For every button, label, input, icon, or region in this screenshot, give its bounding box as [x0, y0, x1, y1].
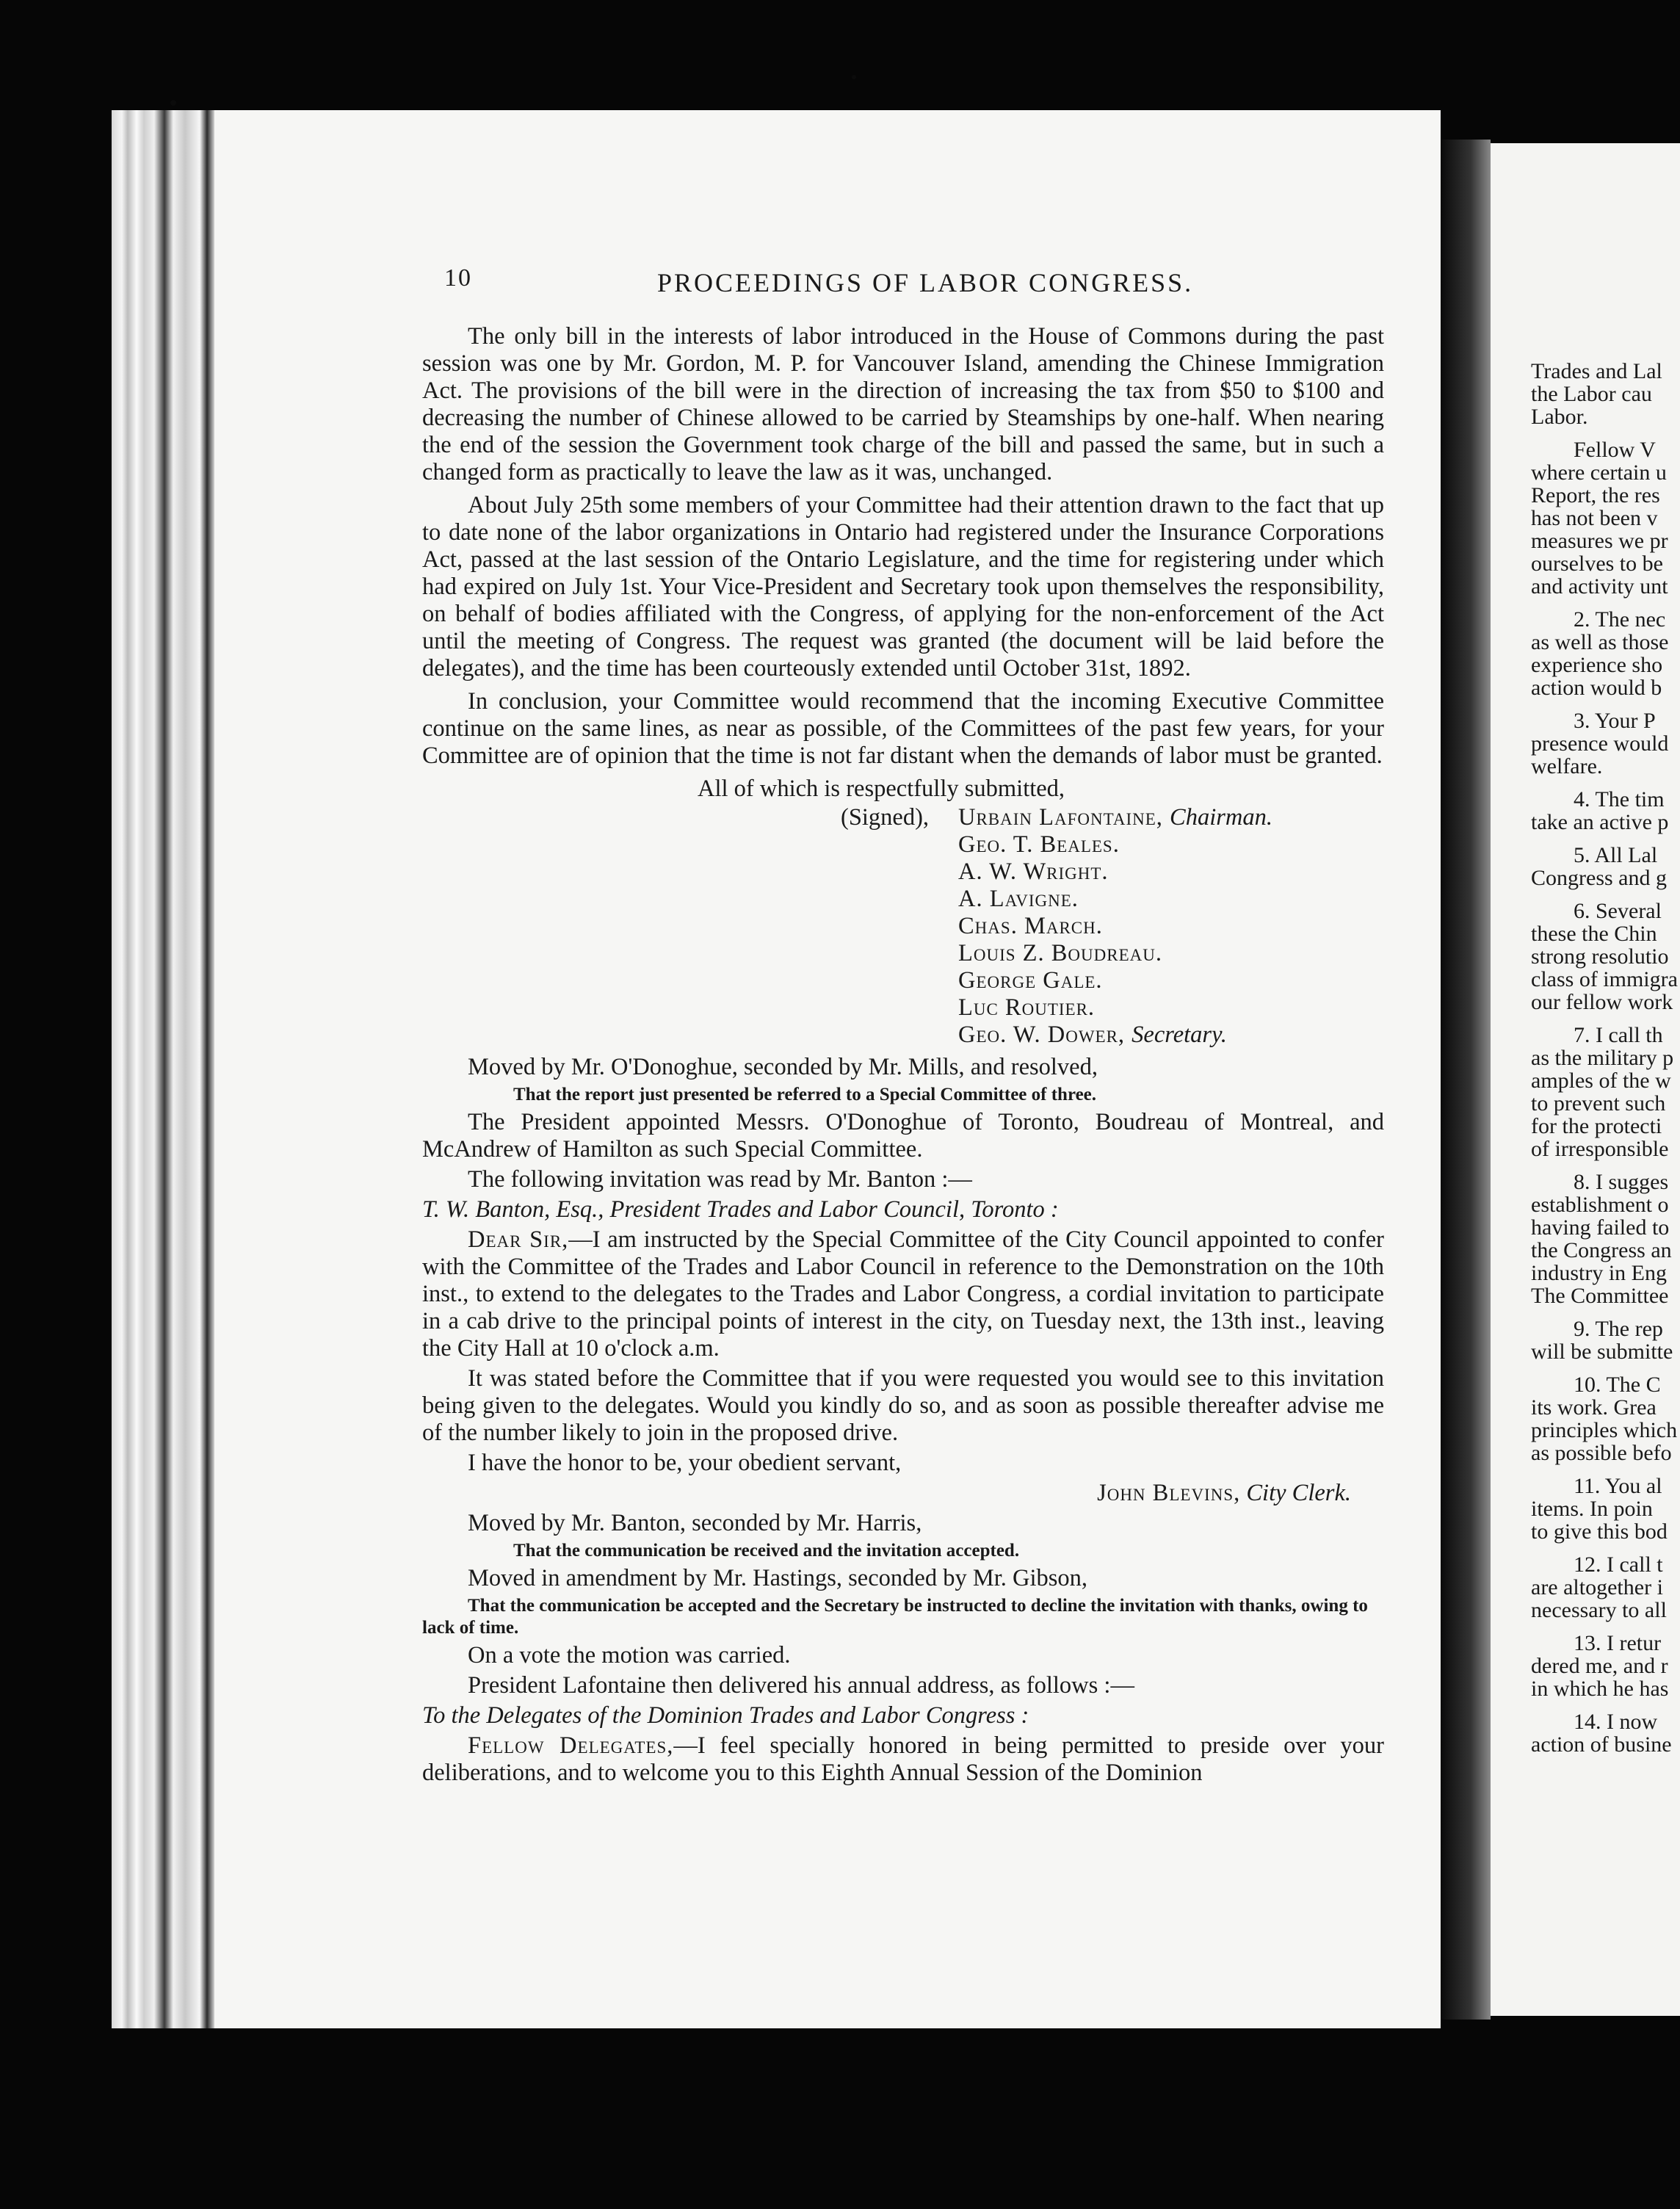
closing-line: All of which is respectfully submitted, — [698, 776, 1065, 802]
right-page-line: items. In poin — [1531, 1497, 1653, 1521]
right-page-gap — [1531, 1307, 1680, 1317]
signatory: Luc Routier. — [958, 994, 1096, 1021]
signed-label: (Signed), — [841, 804, 930, 831]
right-page-line: to prevent such — [1531, 1091, 1666, 1116]
right-page-line: principles which — [1531, 1418, 1678, 1442]
right-page-line: will be submitte — [1531, 1340, 1673, 1364]
right-page-line: 13. I retur — [1574, 1631, 1662, 1655]
right-page-gap — [1531, 778, 1680, 788]
address-paragraph-1: Fellow Delegates,—I feel specially honored in being permitted to preside over your deliberations, and to welcome you to this Eighth Annual Session of the Dominion — [422, 1732, 1384, 1786]
right-page-line: the Labor cau — [1531, 382, 1652, 406]
right-page-line: and activity unt — [1531, 574, 1668, 599]
right-page-line: Congress and g — [1531, 866, 1667, 890]
right-page-line: experience sho — [1531, 653, 1663, 677]
letter-addressee: T. W. Banton, Esq., President Trades and Labor Council, Toronto : — [422, 1196, 1059, 1223]
right-page-line: in which he has — [1531, 1677, 1669, 1701]
signature-block — [422, 804, 1384, 1054]
right-page — [1491, 143, 1680, 2016]
right-page-line: for the protecti — [1531, 1114, 1662, 1138]
right-page-gap — [1531, 889, 1680, 900]
right-page-gap — [1531, 699, 1680, 709]
right-page-line: to give this bod — [1531, 1519, 1668, 1544]
amendment-hastings: Moved in amendment by Mr. Hastings, seconded by Mr. Gibson, — [468, 1565, 1088, 1591]
right-page-line: establishment o — [1531, 1193, 1669, 1217]
right-page-line: 14. I now — [1574, 1710, 1658, 1734]
right-page-gap — [1531, 1160, 1680, 1171]
right-page-line: welfare. — [1531, 754, 1603, 778]
right-page-line: 7. I call th — [1574, 1023, 1663, 1047]
page-body — [422, 323, 1384, 1790]
right-page-line: take an active p — [1531, 810, 1669, 834]
right-page-line: having failed to — [1531, 1215, 1670, 1240]
right-page-line: 6. Several — [1574, 899, 1662, 923]
right-page-gap — [1531, 1363, 1680, 1373]
paragraph-chinese-immigration: The only bill in the interests of labor introduced in the House of Commons during the past session was one by Mr. Gordon, M. P. for Vancouver Island, amending the Chinese Immigration Act. The provisions of the bill were in the direction of increasing the tax from $50 to $100 and decreasing the number of Chinese allowed to be carried by Steamships by one-half. When nearing the end of the session the Government took charge of the bill and passed the same, but in such a changed form as practically to leave the law as it was, unchanged. — [422, 323, 1384, 485]
signatory: Geo. W. Dower, Secretary. — [958, 1022, 1227, 1048]
motion-banton: Moved by Mr. Banton, seconded by Mr. Harris, — [468, 1510, 922, 1536]
right-page-gap — [1531, 1700, 1680, 1710]
right-page-line: ourselves to be — [1531, 552, 1663, 576]
signatory: George Gale. — [958, 967, 1103, 994]
signatory: A. Lavigne. — [958, 886, 1079, 912]
right-page-line: Fellow V — [1574, 438, 1656, 462]
right-page-line: measures we pr — [1531, 529, 1668, 553]
right-page-line: necessary to all — [1531, 1598, 1667, 1622]
motion-odonoghue: Moved by Mr. O'Donoghue, seconded by Mr. Mills, and resolved, — [468, 1054, 1098, 1080]
right-page-line: dered me, and r — [1531, 1654, 1668, 1678]
right-page-line: action would b — [1531, 676, 1662, 700]
page-number: 10 — [444, 264, 472, 292]
right-page-line: as possible befo — [1531, 1441, 1672, 1465]
right-page-line: amples of the w — [1531, 1069, 1671, 1093]
signatory: Louis Z. Boudreau. — [958, 940, 1162, 966]
right-page-gap — [1531, 428, 1680, 438]
right-page-line: 2. The nec — [1574, 607, 1666, 632]
right-page-line: industry in Eng — [1531, 1261, 1667, 1285]
letter-paragraph-1: Dear Sir,—I am instructed by the Special Committee of the City Council appointed to confer with the Committee of the Trades and Labor Council in reference to the Demonstration on the 10th inst., to extend to the delegates to the Trades and Labor Congress, a cordial invitation to participate in a cab drive to the principal points of interest in the city, on Tuesday next, the 13th inst., leaving the City Hall at 10 o'clock a.m. — [422, 1226, 1384, 1362]
right-page-line: strong resolutio — [1531, 944, 1669, 969]
letter-closing: I have the honor to be, your obedient servant, — [468, 1450, 902, 1476]
resolution-decline: That the communication be accepted and the Secretary be instructed to decline the invitation with thanks, owing to lack of time. — [422, 1596, 1368, 1638]
resolution-special-committee: That the report just presented be referred to a Special Committee of three. — [513, 1085, 1097, 1104]
signatory: Urbain Lafontaine, Chairman. — [958, 804, 1272, 831]
right-page-line: 5. All Lal — [1574, 843, 1658, 867]
right-page-line: 10. The C — [1574, 1373, 1661, 1397]
running-title: PROCEEDINGS OF LABOR CONGRESS. — [657, 268, 1194, 297]
president-appointment: The President appointed Messrs. O'Donoghue of Toronto, Boudreau of Montreal, and McAndrew of Hamilton as such Special Committee. — [422, 1109, 1384, 1163]
signatory: Chas. March. — [958, 913, 1103, 939]
right-page-line: The Committee — [1531, 1284, 1669, 1308]
page-header — [444, 264, 1380, 306]
gutter-shadow — [1441, 140, 1491, 2020]
scan-speck — [170, 100, 176, 106]
signatory: Geo. T. Beales. — [958, 831, 1120, 858]
right-page-line: 4. The tim — [1574, 787, 1665, 811]
right-page-line: as the military p — [1531, 1046, 1674, 1070]
right-page-line: class of immigra — [1531, 967, 1678, 991]
right-page-line: 12. I call t — [1574, 1552, 1663, 1577]
vote-result: On a vote the motion was carried. — [468, 1642, 791, 1668]
right-page-line: where certain u — [1531, 460, 1667, 485]
paragraph-conclusion: In conclusion, your Committee would recommend that the incoming Executive Committee continue on the same lines, as near as possible, of the Committees of the past few years, for your Committee are of opinion that the time is not far distant when the demands of labor must be granted. — [422, 688, 1384, 769]
right-page-gap — [1531, 1543, 1680, 1553]
right-page-gap — [1531, 1013, 1680, 1024]
right-page-gap — [1531, 834, 1680, 844]
right-page-line: has not been v — [1531, 506, 1658, 530]
right-page-text — [1531, 360, 1680, 1756]
right-page-line: 9. The rep — [1574, 1317, 1663, 1341]
right-page-line: 8. I sugges — [1574, 1170, 1669, 1194]
address-heading: To the Delegates of the Dominion Trades and Labor Congress : — [422, 1702, 1029, 1729]
right-page-line: as well as those — [1531, 630, 1669, 654]
right-page-line: its work. Grea — [1531, 1395, 1657, 1420]
invitation-intro: The following invitation was read by Mr. Banton :— — [468, 1166, 972, 1193]
right-page-line: 11. You al — [1574, 1474, 1662, 1498]
right-page-line: these the Chin — [1531, 922, 1657, 946]
right-page-line: Labor. — [1531, 405, 1588, 429]
resolution-accept: That the communication be received and the invitation accepted. — [513, 1541, 1020, 1561]
signatory: A. W. Wright. — [958, 858, 1109, 885]
address-intro: President Lafontaine then delivered his annual address, as follows :— — [468, 1672, 1134, 1699]
right-page-line: are altogether i — [1531, 1575, 1663, 1599]
right-page-gap — [1531, 1622, 1680, 1632]
right-page-line: our fellow work — [1531, 990, 1673, 1014]
right-page-line: of irresponsible — [1531, 1137, 1669, 1161]
right-page-line: Trades and Lal — [1531, 359, 1662, 383]
right-page-line: Report, the res — [1531, 483, 1660, 507]
minutes-section — [422, 1054, 1384, 1787]
scan-speck — [852, 75, 856, 79]
right-page-line: the Congress an — [1531, 1238, 1672, 1262]
right-page-gap — [1531, 598, 1680, 608]
signatory-list — [958, 804, 1272, 1049]
letter-signature: John Blevins, City Clerk. — [1097, 1480, 1351, 1506]
right-page-line: action of busine — [1531, 1732, 1672, 1757]
right-page-gap — [1531, 1464, 1680, 1475]
right-page-line: presence would — [1531, 731, 1669, 756]
paragraph-insurance-act: About July 25th some members of your Committee had their attention drawn to the fact that up to date none of the labor organizations in Ontario had registered under the Insurance Corporations Act, passed at the last session of the Ontario Legislature, and the time for registering under which had expired on July 1st. Your Vice-President and Secretary took upon themselves the responsibility, on behalf of bodies affiliated with the Congress, of applying for the non-enforcement of the Act until the meeting of Congress. The request was granted (the document will be laid before the delegates), and the time has been courteously extended until October 31st, 1892. — [422, 492, 1384, 682]
right-page-line: 3. Your P — [1574, 709, 1656, 733]
letter-paragraph-2: It was stated before the Committee that if you were requested you would see to this invitation being given to the delegates. Would you kindly do so, and as soon as possible thereafter advise me of the number likely to join in the proposed drive. — [422, 1365, 1384, 1446]
